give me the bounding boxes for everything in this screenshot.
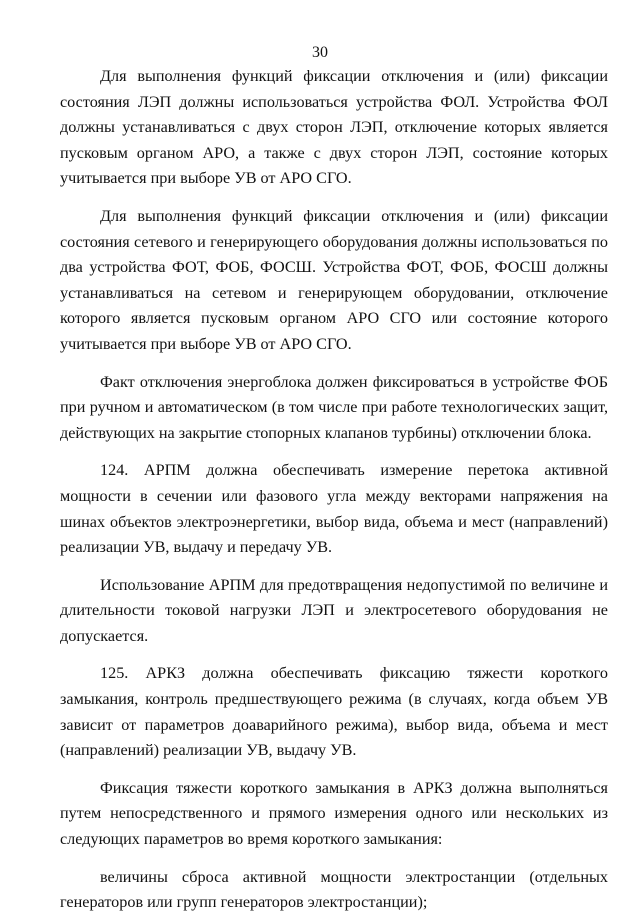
paragraph-power-unit-disconnection: Факт отключения энергоблока должен фиксироваться в устройстве ФОБ при ручном и автоматическом (в том числе при работе технологических защит, действующих на закрытие стопорных клапанов турбины) отключении блока. — [60, 372, 608, 442]
paragraph-fot-fob-fossh-devices: Для выполнения функций фиксации отключения и (или) фиксации состояния сетевого и генерирующего оборудования должны использоваться по два устройства ФОТ, ФОБ, ФОСШ. Устройства ФОТ, ФОБ, ФОСШ должны устанавливаться на сетевом и генерирующем оборудовании, отключение которого является пусковым органом АРО СГО или состояние которого учитывается при выборе УВ от АРО СГО. — [60, 206, 608, 353]
page-number: 30 — [312, 44, 328, 61]
paragraph-power-drop-list-item: величины сброса активной мощности электростанции (отдельных генераторов или групп генераторов электростанции); — [60, 867, 608, 912]
paragraph-124-arpm: 124. АРПМ должна обеспечивать измерение перетока активной мощности в сечении или фазового угла между векторами напряжения на шинах объектов электроэнергетики, выбор вида, объема и мест (направлений) реализации УВ, выдачу и передачу УВ. — [60, 461, 608, 557]
document-body — [60, 64, 608, 916]
paragraph-arpm-restriction: Использование АРПМ для предотвращения недопустимой по величине и длительности токовой нагрузки ЛЭП и электросетевого оборудования не допускается. — [60, 575, 608, 645]
paragraph-125-arkz: 125. АРКЗ должна обеспечивать фиксацию тяжести короткого замыкания, контроль предшествующего режима (в случаях, когда объем УВ зависит от параметров доаварийного режима), выбор вида, объема и мест (направлений) реализации УВ, выдачу УВ. — [60, 664, 608, 760]
paragraph-fol-devices: Для выполнения функций фиксации отключения и (или) фиксации состояния ЛЭП должны использоваться устройства ФОЛ. Устройства ФОЛ должны устанавливаться с двух сторон ЛЭП, отключение которых является пусковым органом АРО, а также с двух сторон ЛЭП, состояние которых учитывается при выборе УВ от АРО СГО. — [60, 67, 608, 188]
paragraph-short-circuit-severity: Фиксация тяжести короткого замыкания в АРКЗ должна выполняться путем непосредственного и прямого измерения одного или нескольких из следующих параметров во время короткого замыкания: — [60, 778, 608, 849]
